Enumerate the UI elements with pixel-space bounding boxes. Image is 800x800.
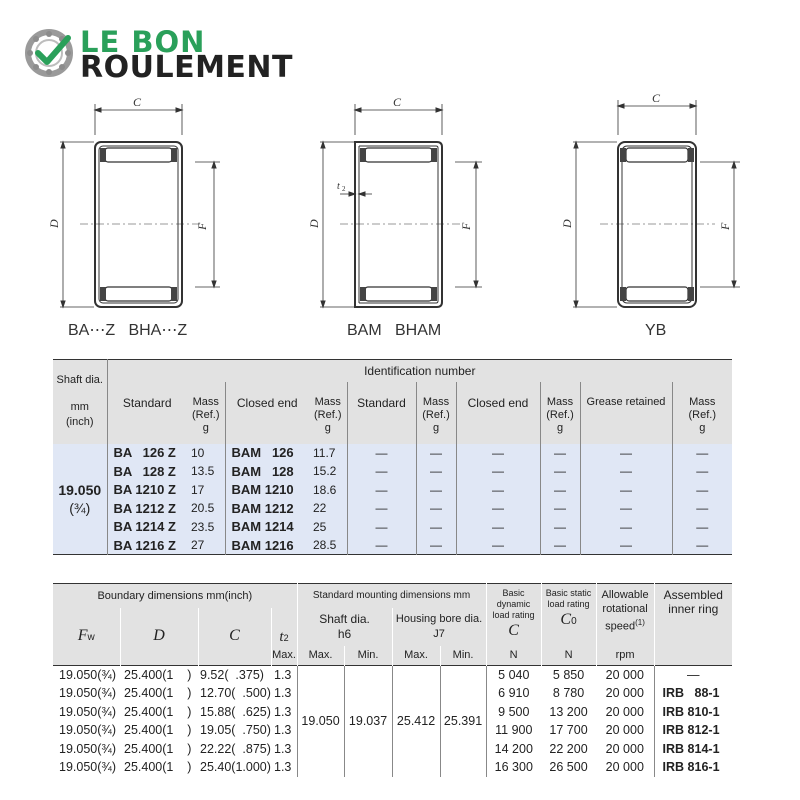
empty-dash: — (672, 536, 732, 555)
empty-dash: — (347, 518, 416, 537)
shaft-dia-value: 19.050 (¾) (53, 444, 107, 555)
col-closed-end: Closed end (225, 382, 309, 444)
standard-id: BA 1214 Z (107, 518, 187, 537)
empty-dash: — (580, 444, 672, 463)
empty-dash: — (347, 481, 416, 500)
empty-dash: — (672, 444, 732, 463)
fw-value: 19.050(¾) (59, 760, 116, 775)
speed-value: 20 000 (605, 741, 644, 756)
empty-dash: — (540, 536, 580, 555)
shaft-dia-h6-header: Shaft dia. h6 (297, 608, 392, 646)
static-load-value: 17 700 (549, 723, 588, 738)
speed-value: 20 000 (605, 686, 644, 701)
static-load-value: 26 500 (549, 760, 588, 775)
mass-standard: 10 (191, 445, 205, 460)
empty-dash: — (540, 499, 580, 518)
dyn-load-value: 9 500 (486, 703, 541, 722)
speed-value: 20 000 (605, 723, 644, 738)
standard-id: BA 128 Z (107, 462, 187, 481)
d-value: 25.400(1 ) (124, 668, 192, 682)
empty-dash: — (540, 481, 580, 500)
col-mass-1: Mass (Ref.) g (192, 395, 220, 434)
mass-closed-end: 25 (313, 519, 327, 534)
dim-t2-label: t (337, 181, 340, 192)
inner-ring-value: IRB 88-1 (654, 684, 732, 703)
mass-closed-end: 18.6 (313, 482, 337, 497)
dyn-load-value: 5 040 (486, 666, 541, 685)
dyn-load-value: 11 900 (486, 721, 541, 740)
caption-yb: YB (645, 322, 667, 339)
d-value: 25.400(1 ) (124, 686, 192, 701)
empty-dash: — (347, 444, 416, 463)
empty-dash: — (416, 518, 456, 537)
dim-t2-sub: 2 (342, 185, 346, 193)
empty-dash: — (580, 481, 672, 500)
dyn-load-value: 14 200 (486, 740, 541, 759)
identification-number-header: Identification number (107, 360, 732, 382)
dim-c-label: C (133, 95, 142, 109)
col-standard-2: Standard (347, 382, 416, 444)
brand-name-line1: LE BON (80, 25, 206, 59)
drawing-ba-z (60, 104, 220, 307)
mass-closed-end: 11.7 (313, 445, 336, 460)
caption-ba-z: BA⋯Z BHA⋯Z (68, 322, 188, 339)
bearing-drawings (0, 90, 800, 350)
drawing-bam (320, 104, 482, 307)
shaft-min-value: 19.037 (344, 666, 392, 777)
static-load-value: 8 780 (552, 686, 585, 701)
dyn-load-value: 16 300 (486, 758, 541, 777)
empty-dash: — (347, 499, 416, 518)
c-value: 22.22( .875) (200, 741, 271, 756)
table-row (53, 499, 732, 518)
col-d: D (120, 608, 198, 666)
empty-dash: — (540, 444, 580, 463)
table-row (53, 481, 732, 500)
dim-fw-label: F (195, 222, 209, 230)
empty-dash: — (347, 462, 416, 481)
speed-value: 20 000 (605, 760, 644, 775)
mass-standard: 20.5 (191, 501, 215, 516)
empty-dash: — (672, 499, 732, 518)
fw-value: 19.050(¾) (59, 668, 116, 682)
identification-table (53, 359, 732, 555)
t2-value: 1.3 (274, 686, 292, 701)
dim-d-label-2: D (307, 219, 321, 228)
fw-value: 19.050(¾) (59, 686, 116, 701)
empty-dash: — (416, 444, 456, 463)
drawing-yb (573, 100, 740, 307)
t2-value: 1.3 (274, 723, 292, 738)
empty-dash: — (416, 536, 456, 555)
inner-ring-value: IRB 810-1 (654, 703, 732, 722)
empty-dash: — (416, 481, 456, 500)
housing-bore-header: Housing bore dia. J7 (392, 608, 486, 646)
dim-c-label-2: C (393, 95, 402, 109)
empty-dash: — (540, 462, 580, 481)
boundary-dims-header: Boundary dimensions mm(inch) (97, 589, 253, 602)
d-value: 25.400(1 ) (124, 741, 192, 756)
dim-fw-label-2: F (459, 222, 473, 230)
t2-value: 1.3 (274, 668, 292, 682)
unit-n-1: N (486, 646, 541, 666)
closed-end-id: BAM 1212 (225, 499, 309, 518)
fw-value: 19.050(¾) (59, 741, 116, 756)
mass-standard: 27 (191, 538, 205, 552)
mass-closed-end: 28.5 (313, 538, 337, 552)
speed-value: 20 000 (605, 704, 644, 719)
col-mass-4: Mass (Ref.) g (540, 382, 580, 444)
d-value: 25.400(1 ) (124, 704, 192, 719)
static-load-value: 5 850 (552, 668, 585, 682)
brand-name-line2: ROULEMENT (80, 50, 293, 85)
shaft-dia-header: Shaft dia. mm (inch) (56, 374, 103, 429)
t2-value: 1.3 (274, 704, 292, 719)
static-load-header: Basic static load rating C0 (541, 584, 596, 646)
empty-dash: — (672, 481, 732, 500)
col-t2: t2 (271, 608, 297, 646)
table-row (53, 666, 732, 685)
col-mass-2: Mass (Ref.) g (314, 395, 342, 434)
empty-dash: — (456, 499, 540, 518)
standard-id: BA 126 Z (107, 444, 187, 463)
static-load-value: 22 200 (549, 741, 588, 756)
mass-standard: 17 (191, 482, 205, 497)
fw-value: 19.050(¾) (59, 704, 116, 719)
empty-dash: — (580, 518, 672, 537)
empty-dash: — (456, 444, 540, 463)
c-value: 15.88( .625) (200, 704, 271, 719)
col-c: C (198, 608, 271, 666)
empty-dash: — (580, 499, 672, 518)
standard-id: BA 1212 Z (107, 499, 187, 518)
t2-value: 1.3 (274, 741, 292, 756)
c-value: 9.52( .375) (200, 668, 264, 682)
empty-dash: — (416, 462, 456, 481)
col-mass-5: Mass (Ref.) g (672, 382, 732, 444)
dim-fw-label-3: F (718, 222, 732, 230)
col-mass-3: Mass (Ref.) g (416, 382, 456, 444)
empty-dash: — (456, 481, 540, 500)
d-value: 25.400(1 ) (124, 760, 192, 775)
table-row (53, 462, 732, 481)
closed-end-id: BAM 1210 (225, 481, 309, 500)
col-grease-retained: Grease retained (580, 382, 672, 444)
closed-end-id: BAM 1216 (225, 536, 309, 555)
c-value: 12.70( .500) (200, 686, 271, 701)
dim-c-label-3: C (652, 91, 661, 105)
empty-dash: — (456, 462, 540, 481)
table-row (53, 518, 732, 537)
empty-dash: — (672, 518, 732, 537)
unit-rpm: rpm (596, 646, 654, 666)
housing-min-value: 25.391 (440, 666, 486, 777)
col-standard: Standard (107, 382, 187, 444)
static-load-value: 13 200 (549, 704, 588, 719)
speed-header: Allowable rotational speed$^{(1)}$ (596, 584, 654, 646)
closed-end-id: BAM 1214 (225, 518, 309, 537)
housing-max-value: 25.412 (392, 666, 440, 777)
standard-id: BA 1216 Z (107, 536, 187, 555)
dimensions-table (53, 583, 732, 777)
mounting-dims-header: Standard mounting dimensions mm (297, 584, 486, 608)
unit-n-2: N (541, 646, 596, 666)
caption-bam: BAM BHAM (347, 322, 442, 339)
inner-ring-value: IRB 816-1 (654, 758, 732, 777)
fw-value: 19.050(¾) (59, 723, 116, 738)
inner-ring-value: IRB 812-1 (654, 721, 732, 740)
dyn-load-header: Basic dynamic load rating C (486, 584, 541, 646)
shaft-max-header: Max. (297, 646, 344, 666)
shaft-max-value: 19.050 (297, 666, 344, 777)
empty-dash: — (540, 518, 580, 537)
inner-ring-header: Assembled inner ring (654, 584, 732, 646)
empty-dash: — (416, 499, 456, 518)
mass-closed-end: 15.2 (313, 464, 337, 479)
empty-dash: — (456, 536, 540, 555)
closed-end-id: BAM 128 (225, 462, 309, 481)
inner-ring-value: IRB 814-1 (654, 740, 732, 759)
c-value: 19.05( .750) (200, 723, 271, 738)
c-value: 25.40(1.000) (200, 760, 271, 775)
mass-standard: 13.5 (191, 464, 215, 479)
mass-closed-end: 22 (313, 501, 327, 516)
dim-d-label: D (47, 219, 61, 228)
empty-dash: — (580, 462, 672, 481)
col-closed-end-2: Closed end (456, 382, 540, 444)
table-row (53, 444, 732, 463)
d-value: 25.400(1 ) (124, 723, 192, 738)
table-row (53, 536, 732, 555)
housing-min-header: Min. (440, 646, 486, 666)
dyn-load-value: 6 910 (486, 684, 541, 703)
t2-value: 1.3 (274, 760, 292, 775)
speed-value: 20 000 (605, 668, 644, 682)
t2-max: Max. (271, 646, 297, 666)
empty-dash: — (580, 536, 672, 555)
empty-dash: — (456, 518, 540, 537)
mass-standard: 23.5 (191, 519, 215, 534)
empty-dash: — (672, 462, 732, 481)
closed-end-id: BAM 126 (225, 444, 309, 463)
standard-id: BA 1210 Z (107, 481, 187, 500)
dim-d-label-3: D (560, 219, 574, 228)
inner-ring-value: — (654, 666, 732, 685)
housing-max-header: Max. (392, 646, 440, 666)
empty-dash: — (347, 536, 416, 555)
col-fw: Fw (77, 627, 95, 645)
shaft-min-header: Min. (344, 646, 392, 666)
